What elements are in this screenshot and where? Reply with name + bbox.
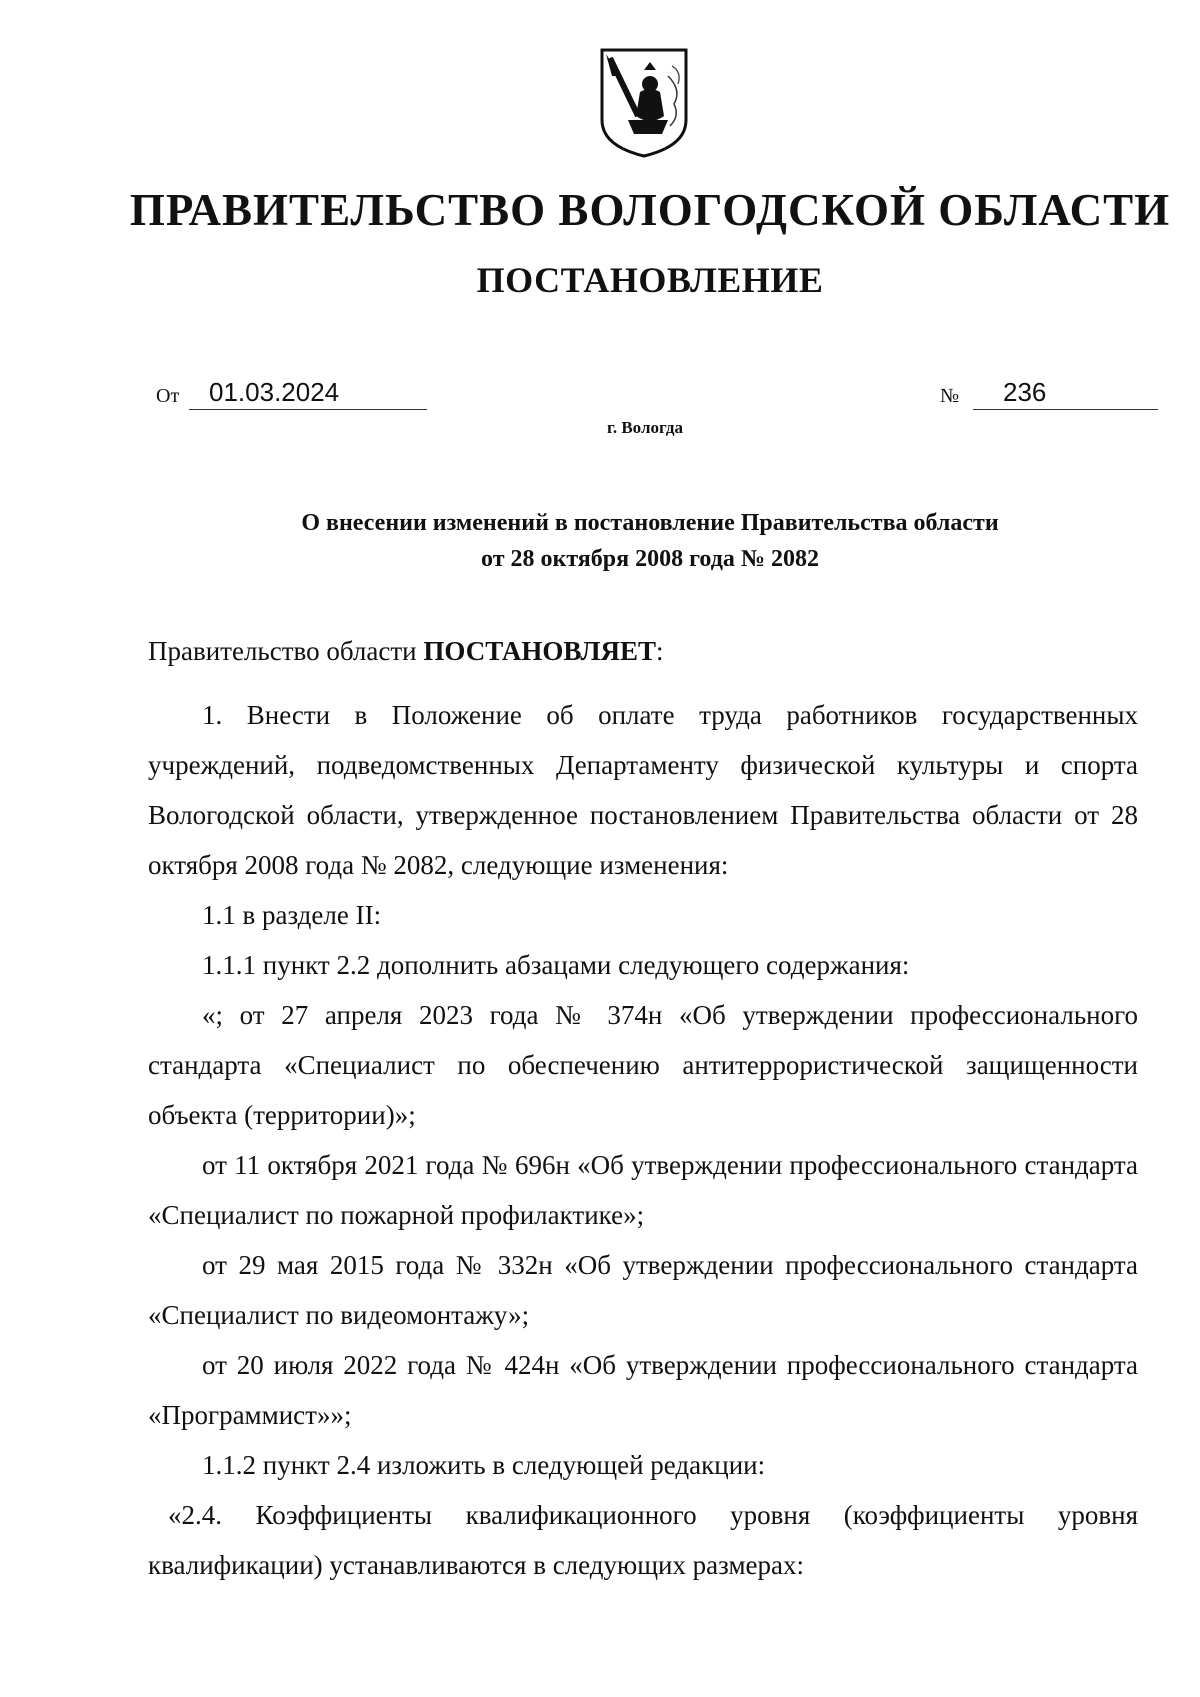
paragraph: от 11 октября 2021 года № 696н «Об утверждении профессионального стандарта «Специалист по пожарной профилактике»; [148,1150,1138,1230]
date-value: 01.03.2024 [189,375,427,410]
coat-of-arms-icon [598,46,690,160]
paragraph: 1.1.1 пункт 2.2 дополнить абзацами следующего содержания: [202,950,910,980]
preamble-decree-word: ПОСТАНОВЛЯЕТ [423,636,656,666]
paragraph: 1. Внести в Положение об оплате труда работников государственных учреждений, подведомственных Департаменту физической культуры и спорта Вологодской области, утвержденное постановлением Правительства области от 28 октября 2008 года № 2082, следующие изменения: [148,700,1138,880]
city: г. Вологда [607,418,683,437]
document-type: ПОСТАНОВЛЕНИЕ [476,260,824,300]
date-field [156,377,340,408]
document-subject [150,505,1150,577]
number-label: № [940,385,960,407]
paragraph: «2.4. Коэффициенты квалификационного уровня (коэффициенты уровня квалификации) устанавливаются в следующих размерах: [148,1500,1138,1580]
paragraph: 1.1 в разделе II: [202,900,382,930]
date-label: От [156,385,180,407]
number-field [940,377,1047,408]
paragraph: от 20 июля 2022 года № 424н «Об утверждении профессионального стандарта «Программист»»; [148,1350,1138,1430]
preamble [148,626,1138,676]
vologda-coat-of-arms-icon [598,46,690,160]
number-value: 236 [973,375,1158,410]
paragraph: «; от 27 апреля 2023 года № 374н «Об утверждении профессионального стандарта «Специалист по обеспечению антитеррористической защищенности объекта (территории)»; [148,1000,1138,1130]
document-body [148,626,1138,1590]
organization-title: ПРАВИТЕЛЬСТВО ВОЛОГОДСКОЙ ОБЛАСТИ [129,185,1171,235]
subject-line-2: от 28 октября 2008 года № 2082 [481,546,819,572]
subject-line-1: О внесении изменений в постановление Правительства области [301,510,999,536]
paragraph: 1.1.2 пункт 2.4 изложить в следующей редакции: [202,1450,766,1480]
paragraph: от 29 мая 2015 года № 332н «Об утверждении профессионального стандарта «Специалист по видеомонтажу»; [148,1250,1138,1330]
preamble-colon: : [655,636,664,666]
preamble-text: Правительство области [148,636,424,666]
